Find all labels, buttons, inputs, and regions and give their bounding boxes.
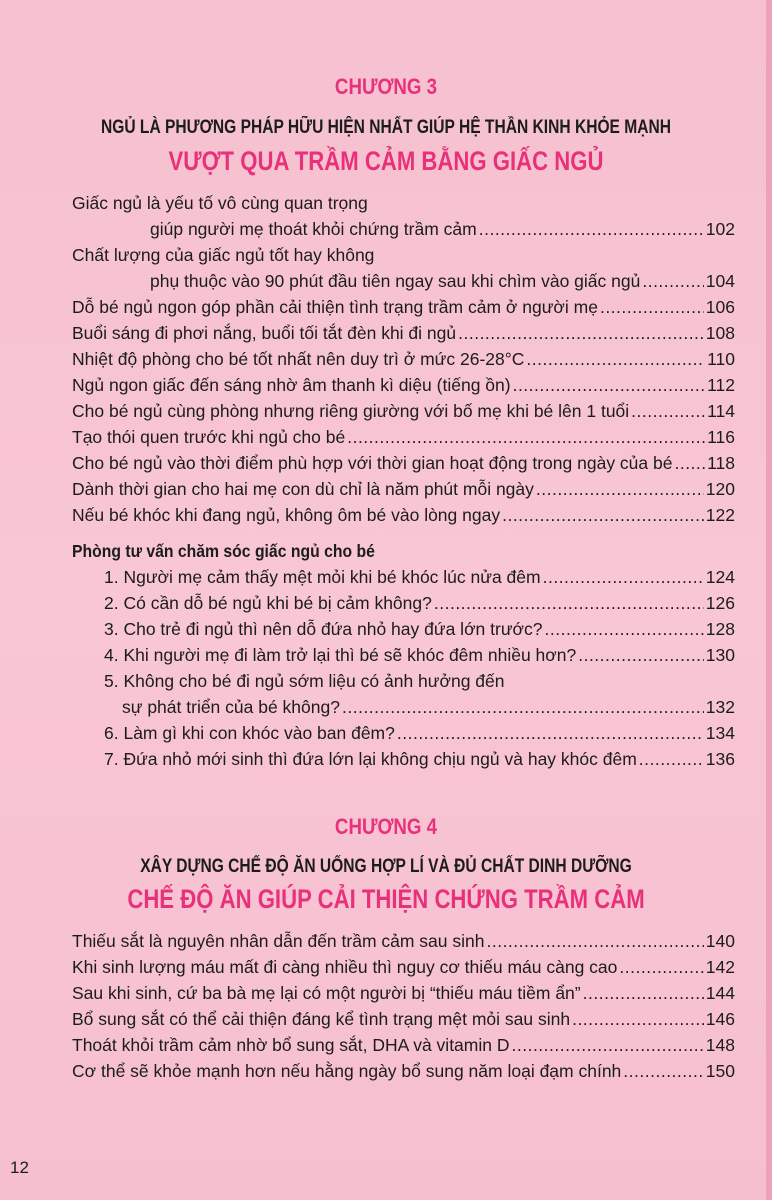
toc-page-number: 140 (705, 931, 735, 951)
toc-entry[interactable] (72, 424, 735, 450)
toc-entry-line1: Chất lượng của giấc ngủ tốt hay không (72, 245, 375, 265)
toc-entry-text: Tạo thói quen trước khi ngủ cho bé (72, 427, 346, 447)
leader-dots (536, 476, 704, 502)
toc-page-number: 126 (705, 593, 735, 613)
toc-entry[interactable] (72, 346, 735, 372)
toc-entry[interactable] (72, 746, 735, 772)
page-edge (766, 0, 772, 1200)
toc-entry[interactable] (72, 954, 735, 980)
toc-entry-line1: 5. Không cho bé đi ngủ sớm liệu có ảnh hưởng đến (104, 671, 505, 691)
toc-page-number: 116 (707, 427, 735, 447)
toc-entry-text: giúp người mẹ thoát khỏi chứng trầm cảm (150, 219, 477, 239)
toc-page-number: 130 (705, 645, 735, 665)
leader-dots (458, 320, 704, 346)
toc-page-number: 110 (707, 349, 735, 369)
toc-entry-text: 1. Người mẹ cảm thấy mệt mỏi khi bé khóc lúc nửa đêm (104, 567, 541, 587)
toc-entry[interactable] (72, 980, 735, 1006)
leader-dots (479, 216, 704, 242)
toc-entry-text: Cho bé ngủ vào thời điểm phù hợp với thời gian hoạt động trong ngày của bé (72, 453, 673, 473)
toc-page-number: 144 (705, 983, 735, 1003)
toc-page-number: 142 (705, 957, 735, 977)
toc-page-number: 114 (707, 401, 735, 421)
toc-page-number: 112 (707, 375, 735, 395)
toc-entry-text: 7. Đứa nhỏ mới sinh thì đứa lớn lại không chịu ngủ và hay khóc đêm (104, 749, 637, 769)
chapter-4-label: CHƯƠNG 4 (334, 814, 438, 839)
leader-dots (583, 980, 704, 1006)
toc-page-number: 124 (705, 567, 735, 587)
leader-dots (631, 398, 705, 424)
toc-page-number: 136 (705, 749, 735, 769)
toc-entry-text: 2. Có cần dỗ bé ngủ khi bé bị cảm không? (104, 593, 432, 613)
toc-page-number: 102 (705, 219, 735, 239)
toc-entry-text: Dỗ bé ngủ ngon góp phần cải thiện tình trạng trầm cảm ở người mẹ (72, 297, 598, 317)
toc-page-number: 150 (705, 1061, 735, 1081)
toc-entry[interactable] (72, 1032, 735, 1058)
toc-page-number: 146 (705, 1009, 735, 1029)
toc-page-number: 122 (705, 505, 735, 525)
toc-entry[interactable] (72, 294, 735, 320)
leader-dots (674, 450, 705, 476)
toc-entry-line1: Giấc ngủ là yếu tố vô cùng quan trọng (72, 193, 368, 213)
leader-dots (513, 372, 706, 398)
consult-heading: Phòng tư vấn chăm sóc giấc ngủ cho bé (72, 541, 375, 561)
toc-page-number: 118 (707, 453, 735, 473)
toc-entry-text: Thiếu sắt là nguyên nhân dẫn đến trầm cảm sau sinh (72, 931, 485, 951)
leader-dots (512, 1032, 704, 1058)
leader-dots (545, 616, 704, 642)
toc-page-number: 106 (705, 297, 735, 317)
leader-dots (623, 1058, 704, 1084)
leader-dots (347, 424, 705, 450)
toc-entry[interactable] (72, 590, 735, 616)
toc-entry-text: Bổ sung sắt có thể cải thiện đáng kể tình trạng mệt mỏi sau sinh (72, 1009, 571, 1029)
toc-entry-text: 6. Làm gì khi con khóc vào ban đêm? (104, 723, 395, 743)
chapter-3-title: VƯỢT QUA TRẦM CẢM BẰNG GIẤC NGỦ (168, 146, 604, 176)
toc-page-number: 120 (705, 479, 735, 499)
leader-dots (486, 928, 703, 954)
toc-entry-text: 4. Khi người mẹ đi làm trở lại thì bé sẽ khóc đêm nhiều hơn? (104, 645, 577, 665)
leader-dots (397, 720, 704, 746)
leader-dots (639, 746, 704, 772)
toc-entry[interactable] (72, 450, 735, 476)
toc-entry-text: sự phát triển của bé không? (122, 697, 340, 717)
toc-entry[interactable] (72, 564, 735, 590)
toc-entry[interactable] (72, 476, 735, 502)
leader-dots (619, 954, 703, 980)
toc-entry[interactable] (72, 398, 735, 424)
toc-entry[interactable] (72, 216, 735, 242)
toc-entry-text: Dành thời gian cho hai mẹ con dù chỉ là năm phút mỗi ngày (72, 479, 534, 499)
toc-entry-text: Sau khi sinh, cứ ba bà mẹ lại có một người bị “thiếu máu tiềm ẩn” (72, 983, 581, 1003)
toc-entry[interactable] (72, 720, 735, 746)
toc-entry-text: Cơ thể sẽ khỏe mạnh hơn nếu hằng ngày bổ sung năm loại đạm chính (72, 1061, 622, 1081)
leader-dots (642, 268, 703, 294)
leader-dots (543, 564, 704, 590)
leader-dots (502, 502, 704, 528)
toc-entry-text: Khi sinh lượng máu mất đi càng nhiều thì nguy cơ thiếu máu càng cao (72, 957, 618, 977)
toc-page-number: 108 (705, 323, 735, 343)
toc-entry-text: Ngủ ngon giấc đến sáng nhờ âm thanh kì diệu (tiếng ồn) (72, 375, 511, 395)
leader-dots (434, 590, 704, 616)
toc-entry[interactable] (72, 642, 735, 668)
toc-entry[interactable] (72, 268, 735, 294)
toc-page-number: 148 (705, 1035, 735, 1055)
leader-dots (600, 294, 704, 320)
toc-entry[interactable] (72, 1006, 735, 1032)
toc-entry-text: Nhiệt độ phòng cho bé tốt nhất nên duy trì ở mức 26-28°C (72, 349, 525, 369)
toc-entry[interactable] (72, 928, 735, 954)
toc-entry[interactable] (72, 616, 735, 642)
chapter-3-toc (72, 190, 735, 772)
toc-page-number: 104 (705, 271, 735, 291)
leader-dots (572, 1006, 704, 1032)
toc-entry-text: Cho bé ngủ cùng phòng nhưng riêng giường với bố mẹ khi bé lên 1 tuổi (72, 401, 630, 421)
toc-page-number: 128 (705, 619, 735, 639)
toc-entry[interactable] (72, 372, 735, 398)
chapter-4-subtitle: XÂY DỰNG CHẾ ĐỘ ĂN UỐNG HỢP LÍ VÀ ĐỦ CHẤT DINH DƯỠNG (140, 856, 632, 877)
toc-page-number: 132 (705, 697, 735, 717)
toc-entry[interactable] (72, 1058, 735, 1084)
chapter-4-toc (72, 928, 735, 1084)
chapter-3-subtitle: NGỦ LÀ PHƯƠNG PHÁP HỮU HIỆN NHẤT GIÚP HỆ THẦN KINH KHỎE MẠNH (100, 117, 672, 138)
toc-entry[interactable] (72, 694, 735, 720)
chapter-3-label: CHƯƠNG 3 (334, 74, 438, 99)
leader-dots (578, 642, 704, 668)
toc-entry-text: Buổi sáng đi phơi nắng, buổi tối tắt đèn khi đi ngủ (72, 323, 457, 343)
leader-dots (342, 694, 704, 720)
toc-entry[interactable] (72, 502, 735, 528)
toc-entry[interactable] (72, 320, 735, 346)
chapter-4-title: CHẾ ĐỘ ĂN GIÚP CẢI THIỆN CHỨNG TRẦM CẢM (127, 884, 645, 914)
toc-entry-text: Nếu bé khóc khi đang ngủ, không ôm bé vào lòng ngay (72, 505, 501, 525)
toc-entry-text: Thoát khỏi trầm cảm nhờ bổ sung sắt, DHA và vitamin D (72, 1035, 510, 1055)
toc-entry-text: phụ thuộc vào 90 phút đầu tiên ngay sau khi chìm vào giấc ngủ (150, 271, 641, 291)
leader-dots (526, 346, 705, 372)
page-number: 12 (10, 1158, 29, 1177)
toc-page-number: 134 (705, 723, 735, 743)
toc-entry-text: 3. Cho trẻ đi ngủ thì nên dỗ đứa nhỏ hay đứa lớn trước? (104, 619, 543, 639)
